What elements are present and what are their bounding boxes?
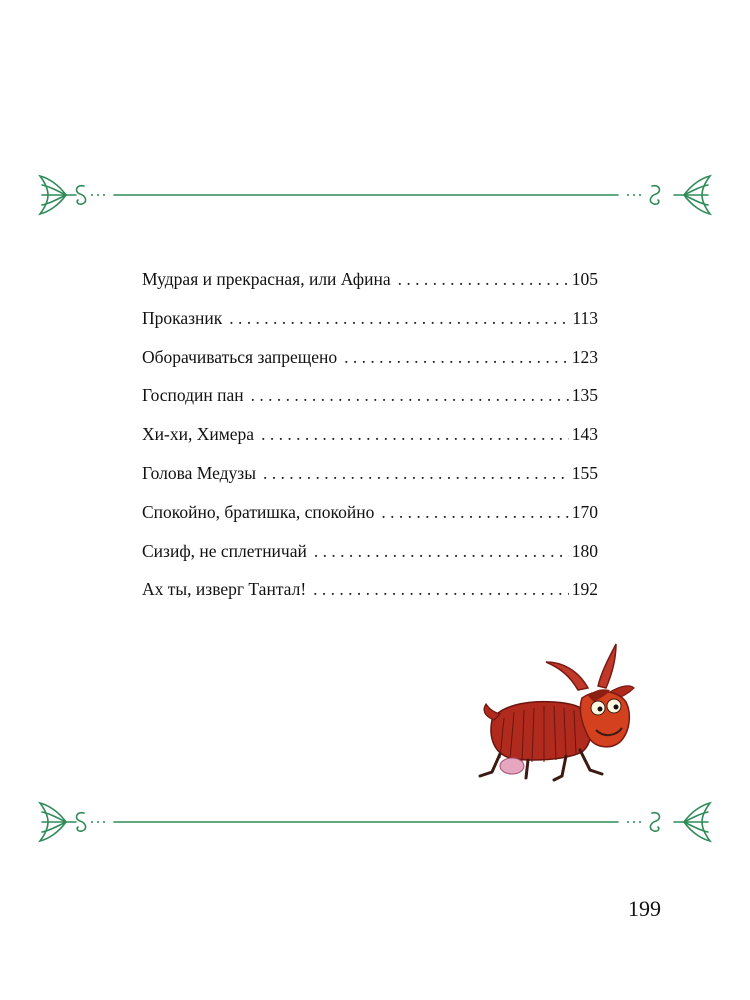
dot-leader: [381, 493, 568, 532]
toc-entry[interactable]: [142, 532, 598, 571]
dot-leader: [261, 415, 569, 454]
toc-entry-page: 113: [572, 307, 598, 328]
dot-leader: [398, 260, 569, 299]
dot-leader: [251, 376, 569, 415]
toc-entry-title: Сизиф, не сплетничай: [142, 540, 307, 561]
top-ornament-divider: [36, 170, 714, 220]
toc-entry-title: Голова Медузы: [142, 462, 256, 483]
toc-entry[interactable]: [142, 299, 598, 338]
toc-entry[interactable]: [142, 493, 598, 532]
toc-entry-title: Хи-хи, Химера: [142, 424, 255, 445]
toc-entry[interactable]: [142, 415, 598, 454]
toc-entry-title: Ах ты, изверг Тантал!: [142, 579, 307, 600]
toc-entry-page: 170: [571, 501, 598, 522]
toc-entry-title: Мудрая и прекрасная, или Афина: [142, 269, 391, 289]
goat-illustration-icon: [470, 640, 640, 790]
toc-entry-title: Проказник: [142, 307, 223, 328]
toc-entry-page: 123: [571, 346, 598, 367]
page-number: 199: [628, 896, 661, 921]
dot-leader: [314, 532, 569, 571]
toc-entry[interactable]: [142, 376, 598, 415]
toc-entry[interactable]: [142, 338, 598, 377]
toc-entry[interactable]: [142, 260, 598, 299]
toc-entry-page: 155: [571, 462, 598, 483]
toc-entry-page: 105: [571, 269, 598, 289]
dot-leader: [344, 338, 569, 377]
toc-entry-page: 192: [571, 579, 598, 600]
bottom-ornament-divider: [36, 797, 714, 847]
dot-leader: [263, 454, 569, 493]
table-of-contents: [142, 260, 598, 609]
toc-entry-title: Спокойно, братишка, спокойно: [142, 501, 375, 522]
dot-leader: [229, 299, 569, 338]
toc-entry[interactable]: [142, 454, 598, 493]
dot-leader: [313, 570, 569, 609]
toc-entry-page: 135: [571, 385, 598, 406]
toc-entry-page: 180: [571, 540, 598, 561]
toc-entry-page: 143: [571, 424, 598, 445]
toc-entry-title: Господин пан: [142, 385, 244, 406]
toc-entry-title: Оборачиваться запрещено: [142, 346, 338, 367]
toc-entry[interactable]: [142, 570, 598, 609]
